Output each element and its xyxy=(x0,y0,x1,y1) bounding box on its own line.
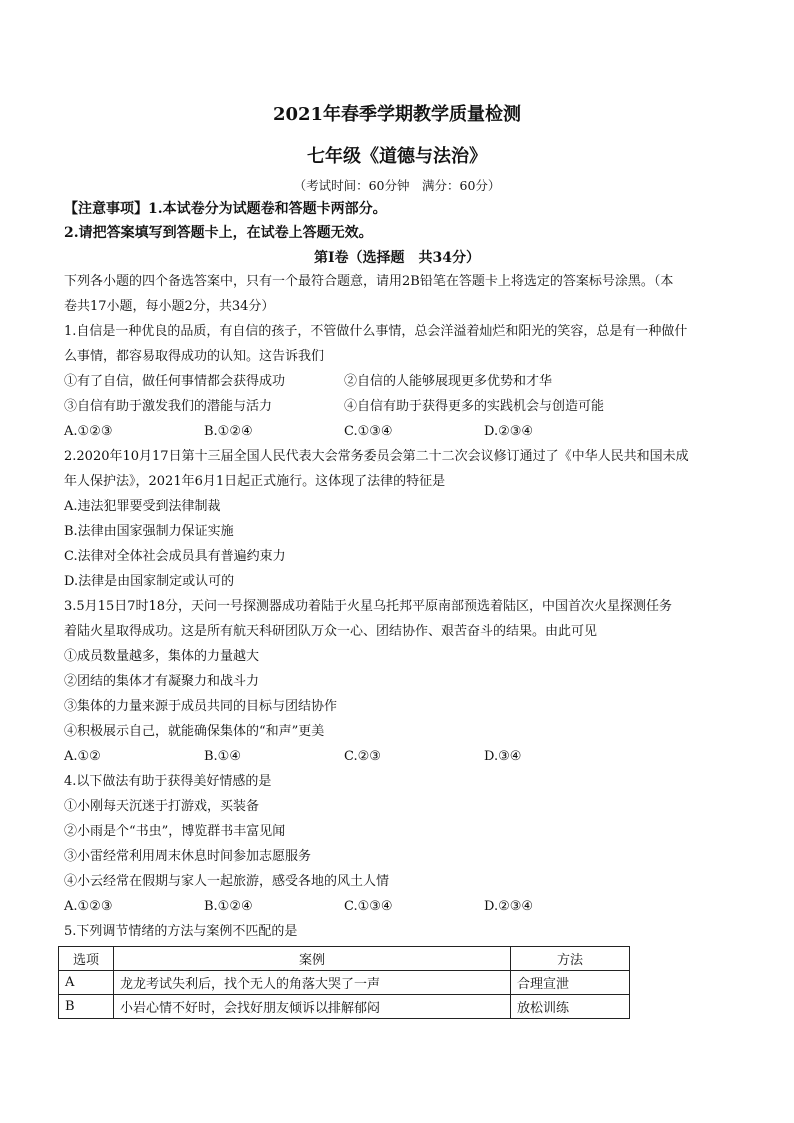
q3-statement-3: ③集体的力量来源于成员共同的目标与团结协作 xyxy=(64,699,338,714)
q5-header-option: 选项 xyxy=(59,947,114,971)
table-row xyxy=(59,995,630,1019)
q1-option-d: D.②③④ xyxy=(484,424,534,439)
q5-row-a-method: 合理宣泄 xyxy=(511,971,630,995)
q4-option-a: A.①②③ xyxy=(64,899,113,914)
q3-option-b: B.①④ xyxy=(204,749,241,764)
q2-option-c: C.法律对全体社会成员具有普遍约束力 xyxy=(64,549,286,564)
q4-statement-1: ①小刚每天沉迷于打游戏，买装备 xyxy=(64,799,260,814)
q1-option-a: A.①②③ xyxy=(64,424,113,439)
section-instruction-1: 下列各小题的四个备选答案中，只有一个最符合题意，请用2B铅笔在答题卡上将选定的答案标号涂黑。（本 xyxy=(64,274,674,289)
q2-stem-2: 年人保护法》，2021年6月1日起正式施行。这体现了法律的特征是 xyxy=(64,474,446,489)
q3-stem-1: 3.5月15日7时18分，天问一号探测器成功着陆于火星乌托邦平原南部预选着陆区，中国首次火星探测任务 xyxy=(64,599,673,614)
q4-option-d: D.②③④ xyxy=(484,899,534,914)
q3-statement-4: ④积极展示自己，就能确保集体的“和声”更美 xyxy=(64,724,325,739)
q5-row-b-method: 放松训练 xyxy=(511,995,630,1019)
q1-statement-2: ②自信的人能够展现更多优势和才华 xyxy=(344,374,553,389)
exam-title: 2021年春季学期教学质量检测 xyxy=(272,104,522,125)
q2-stem-1: 2.2020年10月17日第十三届全国人民代表大会常务委员会第二十二次会议修订通过了《中华人民共和国未成 xyxy=(64,449,689,464)
section-title: 第Ⅰ卷（选择题 共34分） xyxy=(313,250,481,266)
q2-option-a: A.违法犯罪要受到法律制裁 xyxy=(64,499,221,514)
notice-line-2: 2.请把答案填写到答题卡上，在试卷上答题无效。 xyxy=(64,225,373,241)
q4-statement-3: ③小雷经常利用周末休息时间参加志愿服务 xyxy=(64,849,312,864)
q5-header-case: 案例 xyxy=(114,947,511,971)
q3-option-d: D.③④ xyxy=(484,749,522,764)
q1-option-b: B.①②④ xyxy=(204,424,253,439)
q4-statement-2: ②小雨是个“书虫”，博览群书丰富见闻 xyxy=(64,824,286,839)
table-row xyxy=(59,971,630,995)
q5-row-a-option: A xyxy=(59,971,114,995)
q5-row-a-case: 龙龙考试失利后，找个无人的角落大哭了一声 xyxy=(114,971,511,995)
q3-option-a: A.①② xyxy=(64,749,101,764)
q5-row-b-option: B xyxy=(59,995,114,1019)
q3-stem-2: 着陆火星取得成功。这是所有航天科研团队万众一心、团结协作、艰苦奋斗的结果。由此可见 xyxy=(64,624,598,639)
q1-statement-4: ④自信有助于获得更多的实践机会与创造可能 xyxy=(344,399,605,414)
exam-info: （考试时间：60分钟 满分：60分） xyxy=(293,178,501,193)
q4-statement-4: ④小云经常在假期与家人一起旅游，感受各地的风土人情 xyxy=(64,874,390,889)
subject-title: 七年级《道德与法治》 xyxy=(307,146,487,167)
q3-statement-1: ①成员数量越多，集体的力量越大 xyxy=(64,649,260,664)
q1-statement-3: ③自信有助于激发我们的潜能与活力 xyxy=(64,399,273,414)
q3-statement-2: ②团结的集体才有凝聚力和战斗力 xyxy=(64,674,260,689)
q5-table-header xyxy=(59,947,630,971)
q5-stem: 5.下列调节情绪的方法与案例不匹配的是 xyxy=(64,924,298,939)
notice-line-1: 【注意事项】1.本试卷分为试题卷和答题卡两部分。 xyxy=(64,201,387,217)
q4-stem: 4.以下做法有助于获得美好情感的是 xyxy=(64,774,272,789)
q2-option-b: B.法律由国家强制力保证实施 xyxy=(64,524,234,539)
section-instruction-2: 卷共17小题，每小题2分，共34分） xyxy=(64,299,275,314)
q4-option-b: B.①②④ xyxy=(204,899,253,914)
q1-stem-2: 么事情，都容易取得成功的认知。这告诉我们 xyxy=(64,349,325,364)
q5-table xyxy=(58,946,630,1019)
q1-stem-1: 1.自信是一种优良的品质，有自信的孩子，不管做什么事情，总会洋溢着灿烂和阳光的笑容，总是有一种做什 xyxy=(64,324,688,339)
q4-option-c: C.①③④ xyxy=(344,899,393,914)
q1-option-c: C.①③④ xyxy=(344,424,393,439)
q2-option-d: D.法律是由国家制定或认可的 xyxy=(64,574,235,589)
q3-option-c: C.②③ xyxy=(344,749,381,764)
q5-header-method: 方法 xyxy=(511,947,630,971)
q5-row-b-case: 小岩心情不好时，会找好朋友倾诉以排解郁闷 xyxy=(114,995,511,1019)
q1-statement-1: ①有了自信，做任何事情都会获得成功 xyxy=(64,374,286,389)
